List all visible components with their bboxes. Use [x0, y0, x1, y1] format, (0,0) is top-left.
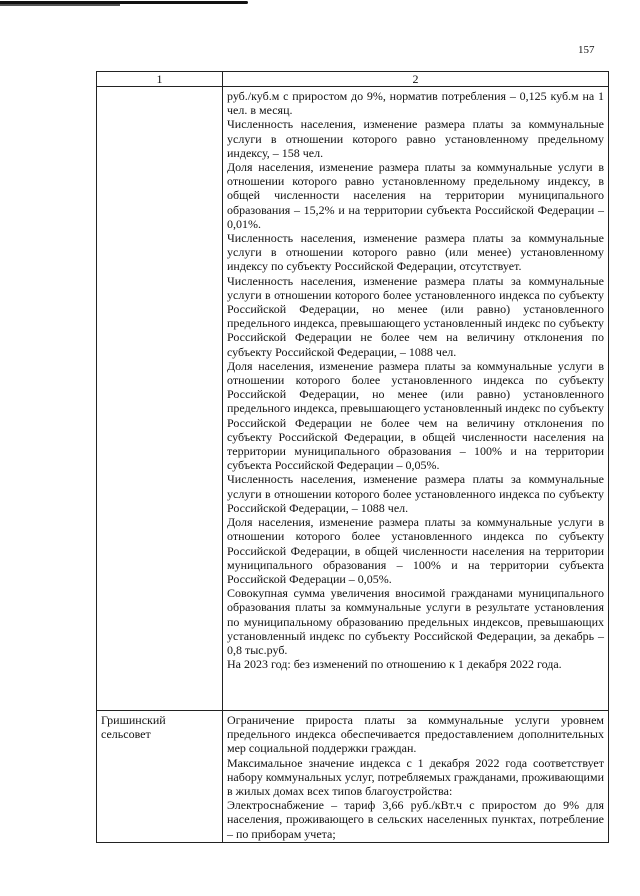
paragraph: Численность населения, изменение размера платы за коммунальные услуги в отношении которого равно установленному предельному индексу, – 158 чел.: [227, 117, 604, 160]
table-header-row: [97, 72, 609, 87]
paragraph: Ограничение прироста платы за коммунальные услуги уровнем предельного индекса обеспечивается предоставлением дополнительных мер социальной поддержки граждан.: [227, 713, 604, 756]
paragraph: Доля населения, изменение размера платы за коммунальные услуги в отношении которого более установленного индекса по субъекту Российской Федерации, в общей численности населения на территории муниципального образования – 100% и на территории субъекта Российской Федерации – 0,05%.: [227, 515, 604, 586]
paragraph: Численность населения, изменение размера платы за коммунальные услуги в отношении которого более установленного индекса по субъекту Российской Федерации, но менее (или равно) установленного предельного индекса, превышающего установленный индекс по субъекту Российской Федерации не более чем на величину отклонения по субъекту Российской Федерации, – 1088 чел.: [227, 273, 604, 359]
paragraph: На 2023 год: без изменений по отношению к 1 декабря 2022 года.: [227, 657, 562, 672]
paragraph: Максимальное значение индекса с 1 декабря 2022 года соответствует набору коммунальных услуг, потребляемых гражданами, проживающими в жилых домах всех типов благоустройства:: [227, 755, 604, 799]
paragraph: Доля населения, изменение размера платы за коммунальные услуги в отношении которого равно установленному предельному индексу, в общей численности населения на территории муниципального образования – 15,2% и на территории субъекта Российской Федерации – 0,01%.: [227, 160, 604, 231]
paragraph: Доля населения, изменение размера платы за коммунальные услуги в отношении которого более установленного индекса по субъекту Российской Федерации, но менее (или равно) установленного предельного индекса, превышающего установленный индекс по субъекту Российской Федерации не более чем на величину отклонения по субъекту Российской Федерации, в общей численности населения на территории муниципального образования – 100% и на территории субъекта Российской Федерации – 0,05%.: [227, 358, 604, 473]
paragraph: Совокупная сумма увеличения вносимой гражданами муниципального образования платы за коммунальные услуги в результате установления по муниципальному образованию предельных индексов, превышающих установленный индекс по субъекту Российской Федерации, за декабрь – 0,8 тыс.руб.: [227, 586, 604, 657]
column-header-2: 2: [223, 72, 609, 87]
paragraph: руб./куб.м с приростом до 9%, норматив потребления – 0,125 куб.м на 1 чел. в месяц.: [227, 89, 604, 118]
municipality-name-line: сельсовет: [101, 727, 151, 742]
description-cell: [223, 87, 609, 711]
municipality-name-cell: [97, 87, 223, 711]
description-cell: [223, 711, 609, 843]
scan-artifact-bar: [0, 0, 250, 8]
page-number: 157: [578, 44, 595, 56]
paragraph: Численность населения, изменение размера платы за коммунальные услуги в отношении которого более установленного индекса по субъекту Российской Федерации, – 1088 чел.: [227, 472, 604, 515]
paragraph: Электроснабжение – тариф 3,66 руб./кВт.ч с приростом до 9% для населения, проживающего в сельских населенных пунктах, потребление – по приборам учета;: [227, 798, 604, 841]
column-header-1: 1: [97, 72, 223, 87]
paragraph: Численность населения, изменение размера платы за коммунальные услуги в отношении которого равно (или менее) установленному индексу по субъекту Российской Федерации, отсутствует.: [227, 231, 604, 274]
table-row: [97, 87, 609, 711]
municipality-name-cell: [97, 711, 223, 843]
scan-artifact-stroke-shadow: [0, 4, 120, 6]
municipality-name-line: Гришинский: [101, 713, 166, 727]
data-table: [96, 71, 609, 843]
table-row: [97, 711, 609, 843]
